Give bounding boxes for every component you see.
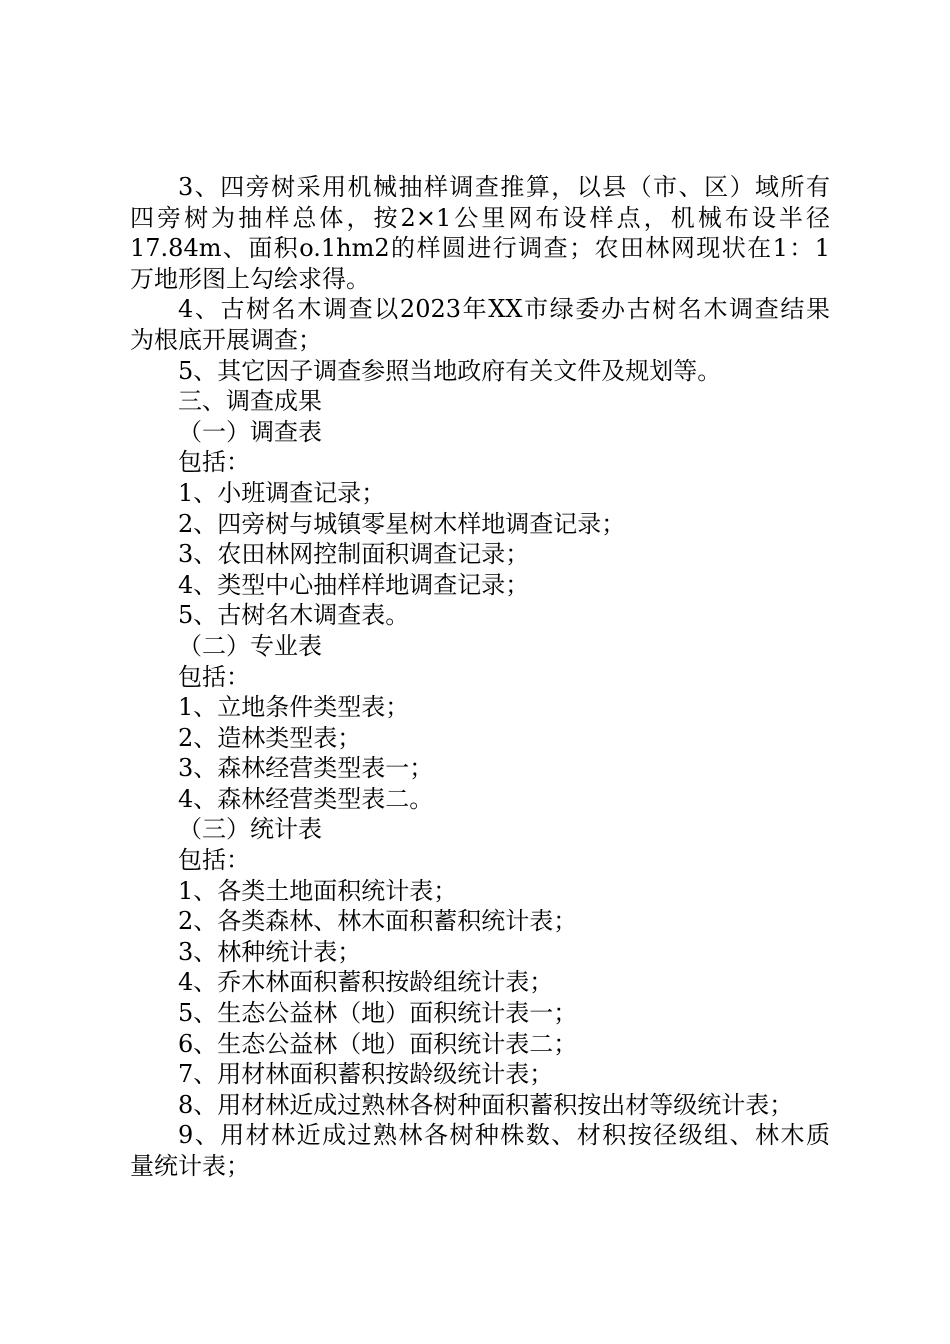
subheading-professional-tables: （二）专业表 bbox=[178, 631, 322, 660]
paragraph-4-line-2: 为根底开展调查； bbox=[130, 325, 322, 354]
list-item: 3、林种统计表； bbox=[178, 937, 362, 966]
list-item: 1、各类土地面积统计表； bbox=[178, 876, 458, 905]
paragraph-3-line-2: 四旁树为抽样总体，按2×1公里网布设样点，机械布设半径 bbox=[130, 203, 830, 232]
list-item: 9、用材林近成过熟林各树种株数、材积按径级组、林木质 bbox=[178, 1121, 830, 1150]
list-item: 5、生态公益林（地）面积统计表一； bbox=[178, 999, 578, 1028]
list-item: 3、森林经营类型表一； bbox=[178, 754, 434, 783]
subheading-survey-tables: （一）调查表 bbox=[178, 417, 322, 446]
list-item: 2、各类森林、林木面积蓄积统计表； bbox=[178, 907, 578, 936]
list-item: 1、小班调查记录； bbox=[178, 478, 386, 507]
subheading-statistics-tables: （三）统计表 bbox=[178, 815, 322, 844]
paragraph-3-line-4: 万地形图上勾绘求得。 bbox=[130, 264, 370, 293]
list-item: 2、四旁树与城镇零星树木样地调查记录； bbox=[178, 509, 626, 538]
list-item: 4、乔木林面积蓄积按龄组统计表； bbox=[178, 968, 554, 997]
list-item-continuation: 量统计表； bbox=[130, 1152, 250, 1180]
list-item: 4、类型中心抽样样地调查记录； bbox=[178, 570, 530, 599]
list-item: 1、立地条件类型表； bbox=[178, 693, 410, 722]
list-item: 6、生态公益林（地）面积统计表二； bbox=[178, 1029, 578, 1058]
paragraph-4-line-1: 4、古树名木调查以2023年XX市绿委办古树名木调查结果 bbox=[178, 295, 830, 324]
list-item: 7、用材林面积蓄积按龄级统计表； bbox=[178, 1060, 554, 1089]
list-item: 8、用材林近成过熟林各树种面积蓄积按出材等级统计表； bbox=[178, 1090, 794, 1119]
list-item: 3、农田林网控制面积调查记录； bbox=[178, 540, 530, 569]
list-item: 4、森林经营类型表二。 bbox=[178, 784, 434, 813]
paragraph-5: 5、其它因子调查参照当地政府有关文件及规划等。 bbox=[178, 356, 722, 385]
section-heading: 三、调查成果 bbox=[178, 387, 322, 416]
list-item: 2、造林类型表； bbox=[178, 723, 362, 752]
paragraph-3-line-1: 3、四旁树采用机械抽样调查推算，以县（市、区）域所有 bbox=[178, 173, 830, 201]
survey-tables-intro: 包括： bbox=[178, 448, 250, 477]
document-body bbox=[130, 172, 830, 1182]
professional-tables-intro: 包括： bbox=[178, 662, 250, 691]
list-item: 5、古树名木调查表。 bbox=[178, 601, 410, 630]
statistics-tables-intro: 包括： bbox=[178, 846, 250, 875]
paragraph-3-line-3: 17.84m、面积o.1hm2的样圆进行调查；农田林网现状在1：1 bbox=[130, 234, 830, 263]
